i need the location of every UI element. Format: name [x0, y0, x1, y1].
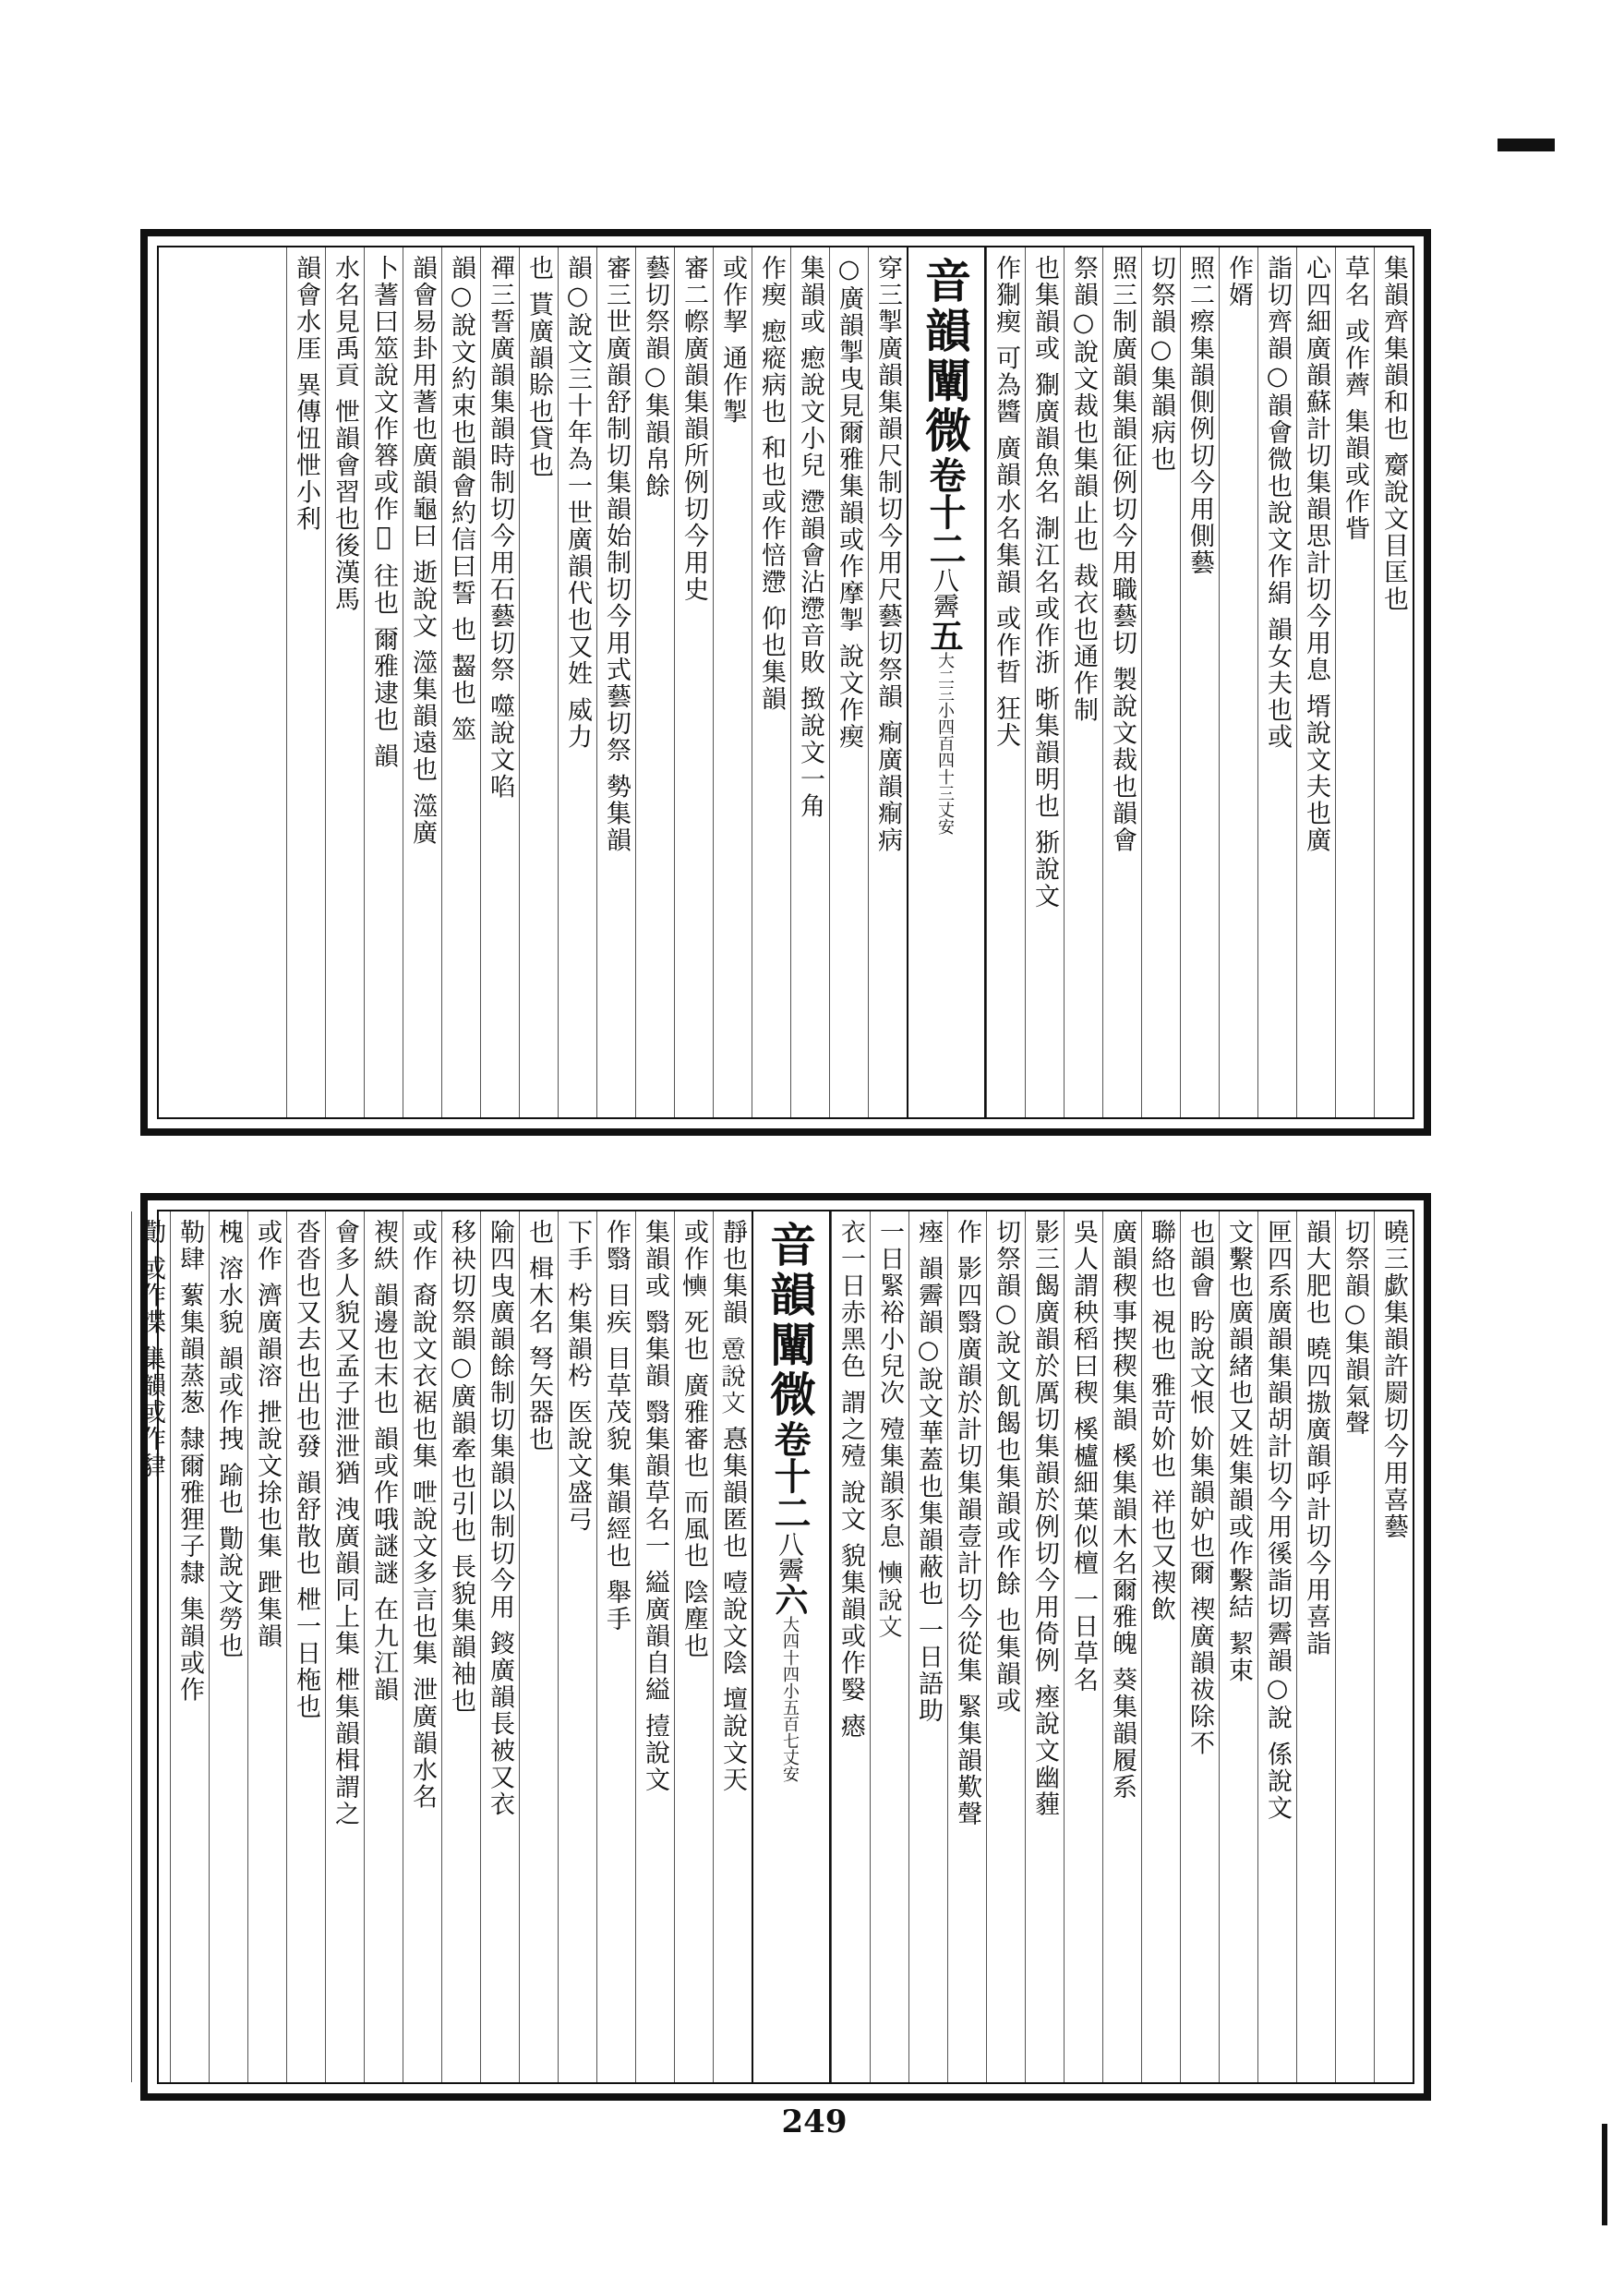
bottom-panel-text-column: 匣四系廣韻集韻胡計切今用徯詣切霽韻○說 係說文 [1257, 1211, 1296, 2082]
folio-note: 大四十四 [780, 1616, 800, 1682]
bottom-panel-text-column: 褉紩 韻邊也末也 韻或作哦謎謎 在九江韻 [364, 1211, 403, 2082]
top-panel-text-column: 切祭韻○集韻病也 [1141, 247, 1180, 1117]
section-number: 五 [925, 619, 964, 652]
bottom-panel-text-column: 曉三歔集韻許罽切今用喜藝 [1374, 1211, 1413, 2082]
top-panel-text-column: 作猘瘈 可為醬 廣韻水名集韻 或作晢 狂犬 [986, 247, 1025, 1117]
top-panel-text-column: 穿三掣廣韻集韻尺制切今用尺藝切祭韻 痸廣韻痸病 [868, 247, 907, 1117]
top-panel-text-column: 審二㡜廣韻集韻所例切今用史 [674, 247, 713, 1117]
rhyme-label: 八霽 [930, 567, 960, 619]
top-panel-text-column: 也 貰廣韻賒也貸也 [519, 247, 558, 1117]
top-panel-text-column: 照三制廣韻集韻征例切今用職藝切 製說文裁也韻會 [1102, 247, 1141, 1117]
top-panel-text-column: 審三世廣韻舒制切集韻始制切今用式藝切祭 勢集韻 [596, 247, 635, 1117]
center-title-column [752, 1211, 831, 2082]
book-title: 音韻闡微 [763, 1221, 817, 1420]
bottom-panel-text-column: 文繫也廣韻緒也又姓集韻或作繫結 絜束 [1219, 1211, 1257, 2082]
bottom-panel-text-column: 集韻或 翳集韻 翳集韻草名一 縊廣韻自縊 撎說文 [635, 1211, 674, 2082]
bottom-panel-text-column: 廣韻稧事揳稧集韻 榽集韻木名爾雅魄 葵集韻履系 [1102, 1211, 1141, 2082]
corner-mark [1498, 139, 1555, 151]
bottom-columns [137, 1211, 1413, 2082]
top-panel [140, 229, 1431, 1136]
folio-note: 小五百七 [780, 1682, 800, 1749]
top-panel-text-column: 詣切齊韻○韻會微也說文作絹 韻女夫也或 [1257, 247, 1296, 1117]
top-panel-text-column: 也集韻或 猘廣韻魚名 淛江名或作浙 晣集韻明也 狾說文 [1025, 247, 1064, 1117]
top-panel-text-column: 卜蓍曰筮說文作簭或作𥰳 往也 爾雅逮也 韻 [364, 247, 403, 1117]
top-panel-text-column: 祭韻○說文裁也集韻止也 裁衣也通作制 [1064, 247, 1102, 1117]
bottom-panel-text-column: 勩 或作渫 集韻或作貄 [131, 1211, 170, 2082]
bottom-panel-text-column: 會多人貌又孟子泄泄猶 洩廣韻同上集 枻集韻楫謂之 [325, 1211, 364, 2082]
top-panel-text-column: 心四細廣韻蘇計切集韻思計切今用息 壻說文夫也廣 [1296, 247, 1335, 1117]
top-panel-text-column: 照二瘵集韻側例切今用側藝 [1180, 247, 1219, 1117]
top-panel-text-column: 韻○說文約束也韻會約信曰誓 也 齧也 筮 [441, 247, 480, 1117]
volume-label: 卷十二 [923, 456, 967, 567]
top-panel-text-column: 韻○說文三十年為一世廣韻代也又姓 威力 [558, 247, 596, 1117]
rhyme-label: 八霽 [775, 1531, 805, 1583]
bottom-panel-text-column: 影三餲廣韻於厲切集韻於例切今用倚例 瘞說文幽薶 [1025, 1211, 1064, 2082]
top-panel-text-column: ○廣韻掣曳見爾雅集韻或作摩掣 說文作瘈 [829, 247, 868, 1117]
top-panel-inner [157, 246, 1414, 1119]
top-panel-text-column: 水名見禹貢 怈韻會習也後漢馬 [325, 247, 364, 1117]
bottom-panel-inner [137, 1210, 1414, 2084]
bottom-panel-text-column: 衣一日赤黑色 謂之殪 說文 貌集韻或作嫛 瘱 [831, 1211, 870, 2082]
bottom-panel-text-column: 或作 裔說文衣裾也集 呭說文多言也集 泄廣韻水名 [403, 1211, 441, 2082]
bottom-panel-text-column: 瘞 韻霽韻○說文華蓋也集韻蔽也 一日語助 [908, 1211, 947, 2082]
bottom-panel-text-column: 移袂切祭韻○廣韻牽也引也 長貌集韻袖也 [441, 1211, 480, 2082]
edge-rule [1602, 2124, 1607, 2225]
top-panel-text-column: 草名 或作薺 集韻或作眥 [1335, 247, 1374, 1117]
bottom-panel [137, 1193, 1431, 2101]
bottom-panel-text-column: 作翳 目疾 目草茂貌 集韻經也 舉手 [596, 1211, 635, 2082]
top-panel-text-column: 集韻齊集韻和也 䶒說文目匡也 [1374, 247, 1413, 1117]
folio-note: 大二三 [935, 652, 955, 702]
bottom-panel-text-column: 槐 溶水貌 韻或作拽 踰也 勩說文勞也 [209, 1211, 247, 2082]
bottom-panel-text-column: 韻大肥也 曉四𢳆廣韻呼計切今用喜詣 [1296, 1211, 1335, 2082]
top-panel-text-column: 韻會水厓 異傳忸怈小利 [286, 247, 325, 1117]
bottom-panel-text-column: 作 影四翳廣韻於計切集韻壹計切今從集 緊集韻歎聲 [947, 1211, 986, 2082]
bottom-panel-text-column: 下手 枍集韻枍 医說文盛弓 [558, 1211, 596, 2082]
bottom-panel-text-column: 或作𢤋 死也 廣雅審也 而風也 陰塵也 [674, 1211, 713, 2082]
center-title-column [907, 247, 986, 1117]
folio-note: 小四百四十三 [935, 702, 955, 802]
bottom-panel-text-column: 靜也集韻 𢡃說文 㥲集韻匿也 噎說文陰 壇說文天 [713, 1211, 752, 2082]
page-number: 249 [781, 2103, 848, 2140]
bottom-panel-text-column: 也 楫木名 弩矢器也 [519, 1211, 558, 2082]
bottom-panel-text-column: 隃四曳廣韻餘制切集韻以制切今用 䤹廣韻長被又衣 [480, 1211, 519, 2082]
bottom-panel-text-column: 切祭韻○集韻氣聲 [1335, 1211, 1374, 2082]
top-panel-text-column: 藝切祭韻○集韻帛餘 [635, 247, 674, 1117]
section-number: 六 [770, 1583, 809, 1616]
folio-note: 丈 [780, 1749, 800, 1766]
top-panel-text-column: 作婿 [1219, 247, 1257, 1117]
bottom-panel-text-column: 一日緊裕小兒次 殪集韻豕息 𢤋說文 [870, 1211, 908, 2082]
bottom-panel-text-column: 或作 濟廣韻溶 抴說文捈也集 跇集韻 [247, 1211, 286, 2082]
top-panel-text-column: 集韻或 瘛說文小兒 懘韻會沾懘音敗 㨖說文一角 [790, 247, 829, 1117]
top-panel-text-column: 韻會易卦用蓍也廣韻龜曰 逝說文 澨集韻遠也 澨廣 [403, 247, 441, 1117]
book-title: 音韻闡微 [918, 257, 972, 456]
top-panel-text-column: 禪三誓廣韻集韻時制切今用石藝切祭 噬說文啗 [480, 247, 519, 1117]
bottom-panel-text-column: 聯絡也 視也 雅苛妎也 祥也又禊飲 [1141, 1211, 1180, 2082]
top-panel-text-column: 或作挈 通作掣 [713, 247, 752, 1117]
folio-note: 安 [935, 818, 955, 835]
bottom-panel-text-column: 切祭韻○說文飢餲也集韻或作餘 也集韻或 [986, 1211, 1025, 2082]
folio-note: 丈 [935, 802, 955, 818]
folio-note: 安 [780, 1766, 800, 1782]
bottom-panel-text-column: 沓沓也又去也出也發 韻舒散也 枻一日柂也 [286, 1211, 325, 2082]
volume-label: 卷十二 [768, 1420, 812, 1531]
top-panel-text-column: 作瘈 瘛瘲病也 和也或作㥉懘 仰也集韻 [752, 247, 790, 1117]
top-columns [159, 247, 1413, 1117]
bottom-panel-text-column: 也韻會 盻說文恨 妎集韻妒也爾 禊廣韻祓除不 [1180, 1211, 1219, 2082]
bottom-panel-text-column: 吳人謂秧稻曰稧 榽櫨細葉似檀 一日草名 [1064, 1211, 1102, 2082]
bottom-panel-text-column: 勒肆 蕠集韻蒸葱 隸爾雅狸子隸 集韻或作 [170, 1211, 209, 2082]
